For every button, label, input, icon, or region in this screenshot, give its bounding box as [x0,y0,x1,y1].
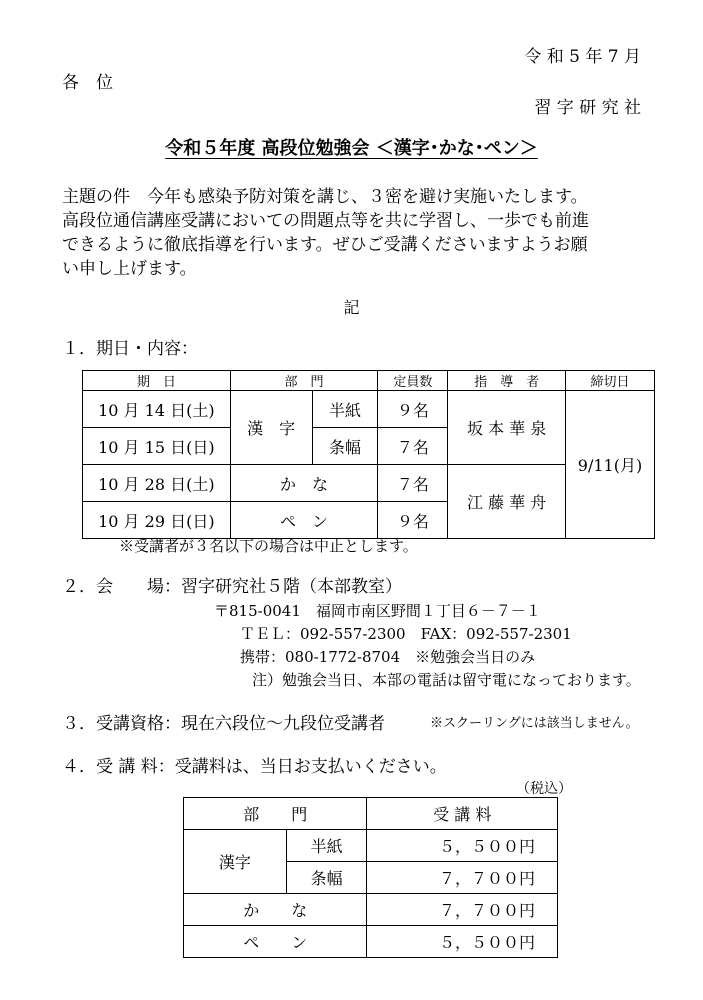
dept-kanji: 漢 字 [230,391,312,465]
section1-note: ※受講者が３名以下の場合は中止とします。 [119,537,418,555]
intro-line-2: 高段位通信講座受講においての問題点等を共に学習し、一歩でも前進 [62,211,589,231]
fee-header-fee: 受 講 料 [367,798,558,830]
venue-mobile: 携帯：080-1772-8704 ※勉強会当日のみ [240,648,536,666]
ki-marker: 記 [343,298,360,317]
fee-dept-pen: ペ ン [184,926,367,958]
fee-sub: 条幅 [286,862,367,894]
sender: 習 字 研 究 社 [534,98,641,118]
header-instructor: 指 導 者 [448,371,566,391]
fee-amount: ７，７００円 [367,862,558,894]
row-capacity: ７名 [378,428,448,465]
recipient: 各 位 [62,73,113,93]
row-date: 10 月 15 日(日) [83,428,231,465]
fee-amount: ７，７００円 [367,894,558,926]
document-date: 令 和 5 年 7 月 [524,47,641,67]
header-deadline: 締切日 [566,371,655,391]
section3-note: ※スクーリングには該当しません。 [430,716,639,731]
header-date: 期 日 [83,371,231,391]
page-title: 令和５年度 高段位勉強会 ＜漢字･かな･ペン＞ [165,138,538,159]
table-row [184,926,558,958]
row-capacity: ９名 [378,391,448,428]
intro-line-1: 主題の件 今年も感染予防対策を講じ、３密を避け実施いたします。 [62,187,588,207]
section3-heading: ３．受講資格：現在六段位～九段位受講者 [62,714,385,734]
venue-tel: ＴＥＬ：092-557-2300 FAX：092-557-2301 [240,625,572,643]
intro-line-3: できるように徹底指導を行います。ぜひご受講くださいますようお願 [62,235,588,255]
fee-amount: ５，５００円 [367,926,558,958]
table-row [184,894,558,926]
section2-heading: ２．会 場：習字研究社５階（本部教室） [62,577,402,597]
section1-heading: １．期日・内容： [62,339,198,359]
schedule-table [82,370,655,539]
fee-dept-kanji: 漢字 [184,830,287,894]
venue-address: 〒815-0041 福岡市南区野間１丁目６－７－１ [214,602,541,620]
table-row [83,391,655,428]
row-date: 10 月 28 日(土) [83,465,231,502]
instructor-2: 江 藤 華 舟 [448,465,566,539]
dept-pen: ペ ン [230,502,378,539]
venue-note: 注）勉強会当日、本部の電話は留守電になっております。 [252,671,641,689]
row-capacity: ７名 [378,465,448,502]
table-row [184,830,558,862]
instructor-1: 坂 本 華 泉 [448,391,566,465]
fee-sub: 半紙 [286,830,367,862]
fee-amount: ５，５００円 [367,830,558,862]
header-dept: 部 門 [230,371,378,391]
dept-sub: 条幅 [312,428,378,465]
dept-sub: 半紙 [312,391,378,428]
row-date: 10 月 29 日(日) [83,502,231,539]
fee-dept-kana: か な [184,894,367,926]
tax-note: （税込） [516,781,572,797]
row-date: 10 月 14 日(土) [83,391,231,428]
dept-kana: か な [230,465,378,502]
row-capacity: ９名 [378,502,448,539]
deadline: 9/11(月) [566,391,655,539]
intro-line-4: い申し上げます。 [62,259,197,279]
section4-heading: ４．受 講 料：受講料は、当日お支払いください。 [62,757,447,777]
fee-table [183,797,558,958]
fee-header-dept: 部 門 [184,798,367,830]
header-capacity: 定員数 [378,371,448,391]
